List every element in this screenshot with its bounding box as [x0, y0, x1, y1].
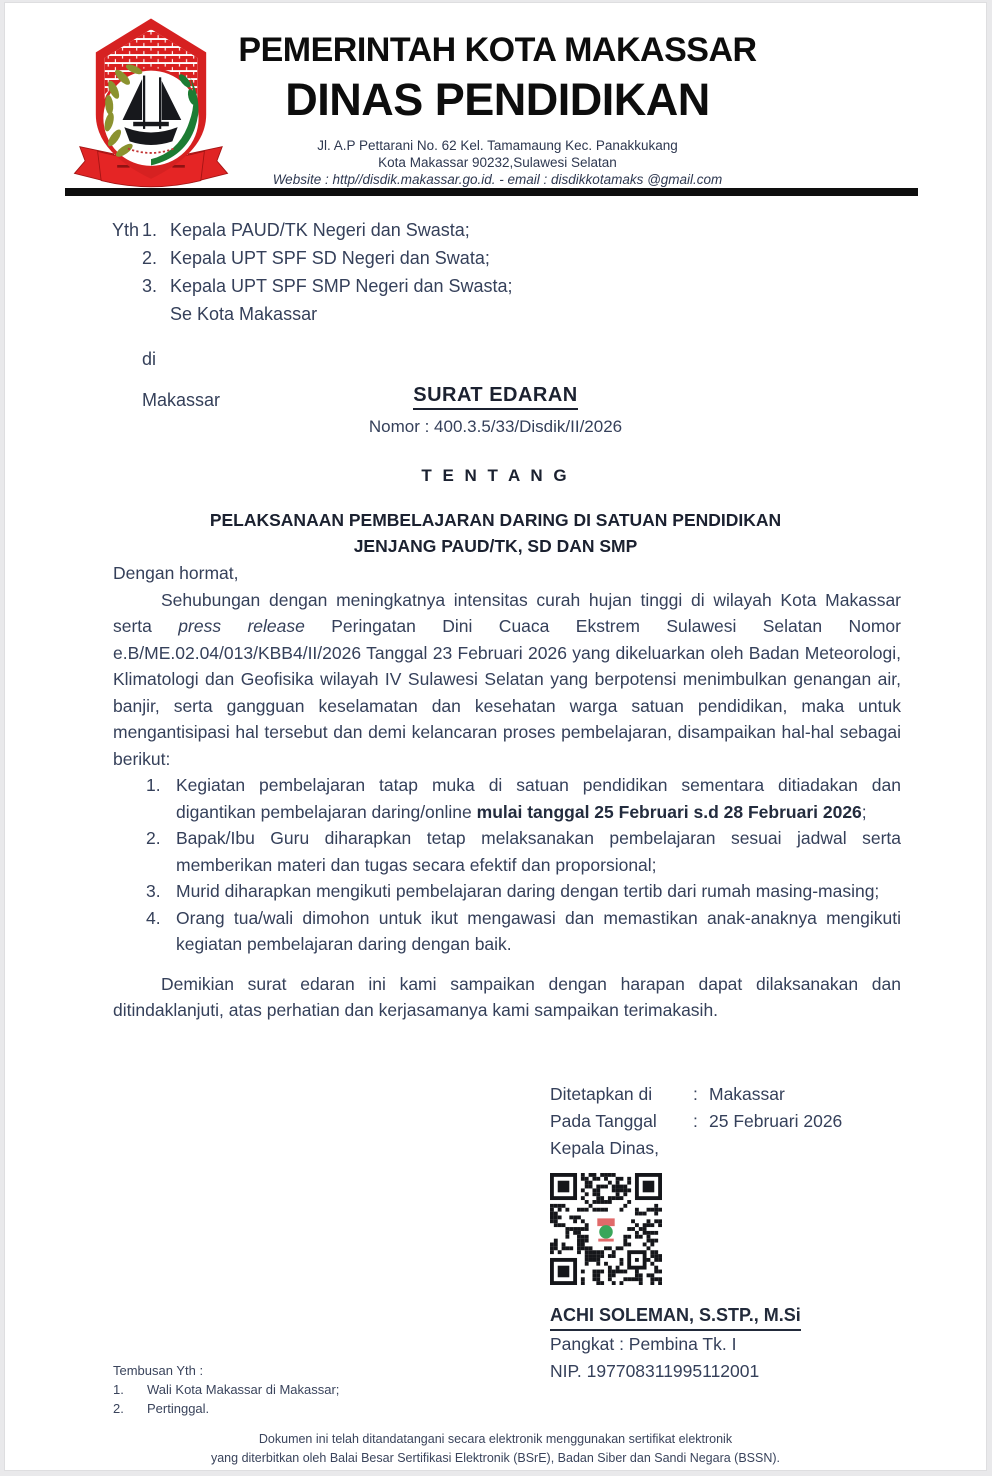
qr-center-emblem	[594, 1215, 617, 1242]
document-number: Nomor : 400.3.5/33/Disdik/II/2026	[368, 417, 623, 436]
letterhead-address-line2: Kota Makassar 90232,Sulawesi Selatan	[378, 155, 617, 170]
signature-block	[550, 1081, 910, 1384]
set-at-colon: :	[693, 1084, 698, 1104]
recipient-city: Makassar	[142, 390, 221, 410]
list-item-text: Kegiatan pembelajaran tatap muka di satuan pendidikan sementara ditiadakan dan digantikan pembelajaran daring/online	[176, 775, 901, 822]
recipient-item-number: 3.	[142, 276, 158, 296]
letter-body	[113, 560, 901, 1024]
signer-role: Kepala Dinas,	[550, 1138, 659, 1158]
list-item-number: 3.	[146, 881, 161, 901]
recipient-salutation: Yth	[112, 220, 140, 240]
body-intro-paragraph	[113, 587, 901, 773]
signer-rank: Pangkat : Pembina Tk. I	[550, 1334, 737, 1354]
digital-signature-qr-code-icon	[550, 1173, 662, 1285]
document-subject-line1: PELAKSANAAN PEMBELAJARAN DARING DI SATUAN PENDIDIKAN	[209, 510, 782, 530]
recipient-item: Kepala UPT SPF SD Negeri dan Swata;	[170, 248, 490, 268]
list-item-text: Orang tua/wali dimohon untuk ikut mengawasi dan memastikan anak-anaknya mengikuti kegiatan pembelajaran daring dengan baik.	[176, 907, 901, 954]
document-subject-line2: JENJANG PAUD/TK, SD DAN SMP	[353, 536, 638, 556]
recipient-item: Kepala UPT SPF SMP Negeri dan Swasta;	[170, 276, 513, 296]
document-about-label: T E N T A N G	[421, 466, 570, 485]
signer-name: ACHI SOLEMAN, S.STP., M.Si	[550, 1302, 801, 1331]
letterhead-website-email: Website : http//disdik.makassar.go.id. - email : disdikkotamaks @gmail.com	[272, 172, 723, 187]
recipient-item-number: 2.	[142, 248, 158, 268]
date-label: Pada Tanggal	[550, 1111, 657, 1131]
set-at-value: Makassar	[709, 1084, 785, 1104]
signer-nip: NIP. 197708311995112001	[550, 1360, 760, 1381]
list-item-number: 2.	[146, 828, 161, 848]
list-item-text: Murid diharapkan mengikuti pembelajaran daring dengan tertib dari rumah masing-masing;	[176, 881, 880, 901]
date-colon: :	[693, 1111, 698, 1131]
body-closing-paragraph: Demikian surat edaran ini kami sampaikan dengan harapan dapat dilaksanakan dan ditindaklanjuti, atas perhatian dan kerjasamanya kami sampaikan terimakasih.	[113, 973, 901, 1020]
title-block	[5, 384, 986, 559]
list-item	[146, 825, 901, 878]
letterhead-agency: DINAS PENDIDIKAN	[285, 74, 710, 125]
letterhead-divider	[65, 188, 918, 196]
body-numbered-list	[146, 772, 901, 958]
makassar-city-emblem-icon	[62, 15, 240, 193]
notice-line2: yang diterbitkan oleh Balai Besar Sertifikasi Elektronik (BSrE), Badan Siber dan Sandi Negara (BSSN).	[210, 1451, 781, 1465]
list-item	[146, 905, 901, 958]
set-at-label: Ditetapkan di	[550, 1084, 653, 1104]
recipient-scope: Se Kota Makassar	[170, 304, 318, 324]
letterhead-government: PEMERINTAH KOTA MAKASSAR	[238, 31, 757, 69]
notice-line1: Dokumen ini telah ditandatangani secara elektronik menggunakan sertifikat elektronik	[258, 1432, 733, 1446]
list-item-number: 1.	[146, 775, 161, 795]
copies-block	[113, 1361, 339, 1418]
letter-page	[5, 3, 986, 1470]
date-value: 25 Februari 2026	[709, 1111, 843, 1131]
copies-item: Pertinggal.	[147, 1401, 210, 1416]
intro-italic-text: press release	[178, 616, 305, 636]
list-item-text-tail: ;	[861, 801, 867, 822]
document-type-title: SURAT EDARAN	[413, 384, 578, 410]
electronic-signature-notice	[5, 1430, 986, 1468]
list-item	[146, 878, 901, 905]
intro-text-continued: Peringatan Dini Cuaca Ekstrem Sulawesi Selatan Nomor e.B/ME.02.04/013/KBB4/II/2026 Tanggal 23 Februari 2026 yang dikeluarkan oleh Badan Meteorologi, Klimatologi dan Geofisika wilayah IV Sulawesi Selatan yang berpotensi menimbulkan genangan air, banjir, serta gangguan keselamatan dan kesehatan warga satuan pendidikan, maka untuk mengantisipasi hal tersebut dan demi kelancaran proses pembelajaran, disampaikan hal-hal sebagai berikut:	[113, 616, 901, 769]
list-item-text: Bapak/Ibu Guru diharapkan tetap melaksanakan pembelajaran sesuai jadwal serta memberikan materi dan tugas secara efektif dan proporsional;	[176, 828, 901, 875]
copies-item-number: 1.	[113, 1382, 124, 1397]
body-salutation: Dengan hormat,	[113, 563, 239, 583]
copies-item: Wali Kota Makassar di Makassar;	[147, 1382, 340, 1397]
letterhead-address-line1: Jl. A.P Pettarani No. 62 Kel. Tamamaung Kec. Panakkukang	[317, 138, 678, 153]
recipient-at: di	[142, 349, 157, 369]
copies-item-number: 2.	[113, 1401, 124, 1416]
list-item-bold-text: mulai tanggal 25 Februari s.d 28 Februari 2026	[476, 801, 862, 822]
list-item	[146, 772, 901, 825]
list-item-number: 4.	[146, 907, 161, 928]
intro-text: Sehubungan dengan meningkatnya intensitas curah hujan tinggi di wilayah Kota Makassar serta	[113, 589, 901, 636]
recipient-item: Kepala PAUD/TK Negeri dan Swasta;	[170, 220, 470, 240]
copies-title: Tembusan Yth :	[113, 1363, 204, 1378]
recipient-item-number: 1.	[142, 220, 158, 240]
